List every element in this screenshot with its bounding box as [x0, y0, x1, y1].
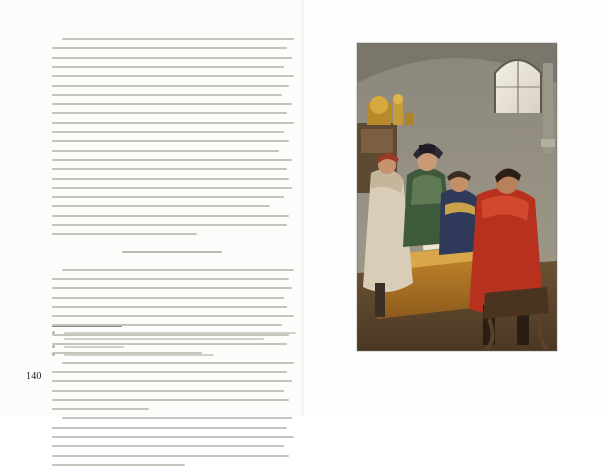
text-line [52, 380, 292, 382]
footnote-line [64, 332, 296, 334]
text-line [52, 371, 287, 373]
text-line [52, 205, 270, 207]
text-line [52, 66, 284, 68]
text-line [52, 233, 197, 235]
text-line [52, 150, 279, 152]
body-text-column [52, 38, 294, 338]
text-line [62, 417, 292, 419]
text-line [52, 408, 149, 410]
text-line [52, 75, 294, 77]
text-line [52, 215, 289, 217]
text-line [52, 224, 287, 226]
text-line [62, 269, 294, 271]
text-line [52, 427, 287, 429]
text-line [52, 94, 282, 96]
footnote-marker [52, 353, 55, 356]
illustration-drawing [357, 43, 557, 351]
text-line [52, 168, 287, 170]
text-line [52, 57, 292, 59]
text-line [52, 140, 289, 142]
footnote-marker [52, 331, 55, 334]
text-line [52, 278, 289, 280]
text-line [52, 122, 294, 124]
text-line [52, 47, 287, 49]
text-line [52, 187, 292, 189]
footnote-line [64, 354, 214, 356]
text-line [52, 178, 289, 180]
footnotes-block [52, 326, 294, 370]
text-line [52, 159, 292, 161]
text-line [52, 85, 289, 87]
text-line [52, 399, 289, 401]
text-line [52, 103, 292, 105]
pillar-capital [541, 139, 555, 147]
text-line [52, 196, 284, 198]
text-line [52, 315, 294, 317]
footnote-line [64, 338, 264, 340]
page-number: 140 [26, 371, 42, 382]
text-line [52, 445, 284, 447]
text-line [52, 455, 289, 457]
text-line [52, 436, 294, 438]
text-line [52, 297, 284, 299]
left-page [0, 0, 304, 416]
arched-window [495, 59, 541, 113]
text-line [52, 390, 284, 392]
text-line [52, 306, 287, 308]
footnote-rule [52, 326, 122, 327]
text-line [52, 112, 287, 114]
text-line [52, 287, 292, 289]
text-line [52, 131, 284, 133]
footnote-marker [52, 345, 55, 348]
footnote-line [64, 346, 124, 348]
epigraph-line [122, 251, 222, 253]
illustration-plate [357, 43, 557, 351]
text-line [62, 38, 294, 40]
